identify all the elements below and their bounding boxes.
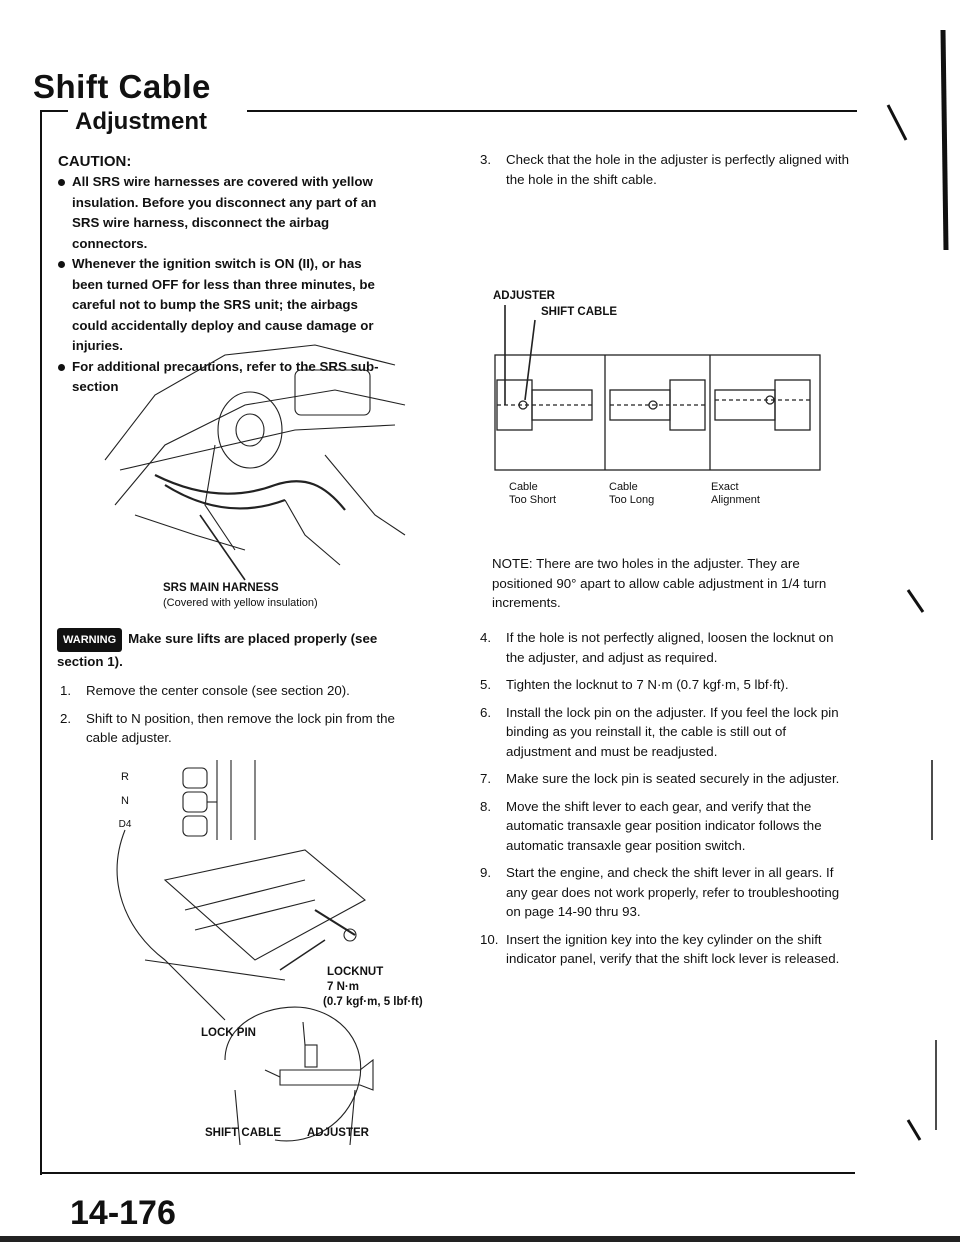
- left-border-rule: [40, 110, 42, 1175]
- step-item: 7. Make sure the lock pin is seated securely in the adjuster.: [480, 771, 840, 786]
- bullet-icon: [58, 364, 65, 371]
- alignment-diagram: [485, 300, 825, 475]
- left-steps-list: [60, 681, 400, 756]
- step-item: 4. If the hole is not perfectly aligned, loosen the locknut on the adjuster, and adjust as required.: [480, 630, 834, 665]
- header-rule: [247, 110, 857, 112]
- locknut-torque: 7 N·m: [327, 981, 359, 993]
- caution-heading: CAUTION:: [58, 153, 132, 170]
- step-item: 2. Shift to N position, then remove the lock pin from the cable adjuster.: [60, 710, 395, 745]
- caution-item: Whenever the ignition switch is ON (II), or has been turned OFF for less than three minutes, be careful not to bump the SRS unit; the airbags could accidentally deploy and cause damage or injuries.: [58, 254, 388, 357]
- caption-exact: Exact Alignment: [711, 481, 760, 506]
- adjuster-label: ADJUSTER: [307, 1127, 369, 1139]
- page-title: Shift Cable: [33, 68, 211, 105]
- locknut-label: LOCKNUT: [327, 966, 384, 978]
- caption-too-short: Cable Too Short: [509, 481, 557, 506]
- scan-margin-marks: [848, 0, 960, 1242]
- adjuster-diagram-label: ADJUSTER: [493, 290, 555, 302]
- caption-too-long: Cable Too Long: [609, 481, 655, 506]
- bullet-icon: [58, 261, 65, 268]
- step-item: 1. Remove the center console (see section 20).: [60, 683, 350, 698]
- step-item: 6. Install the lock pin on the adjuster. If you feel the lock pin binding as you reinstall it, the cable is still out of adjustment and must be readjusted.: [480, 704, 839, 759]
- shifter-illustration: [105, 760, 445, 1160]
- locknut-torque-alt: (0.7 kgf·m, 5 lbf·ft): [323, 996, 423, 1008]
- srs-harness-caption: (Covered with yellow insulation): [163, 597, 318, 609]
- section-subtitle: Adjustment: [75, 108, 207, 135]
- step3-list: [480, 150, 850, 197]
- shift-cable-label: SHIFT CABLE: [205, 1127, 282, 1139]
- page-number: 14-176: [70, 1194, 176, 1232]
- dashboard-illustration: [95, 335, 415, 585]
- shift-cable-diagram-label: SHIFT CABLE: [541, 306, 618, 318]
- gear-r-label: R: [121, 771, 129, 783]
- step-item: 10. Insert the ignition key into the key cylinder on the shift indicator panel, verify that the shift lock lever is released.: [480, 931, 840, 966]
- warning-text: Make sure lifts are placed properly (see section 1).: [57, 631, 378, 669]
- lock-pin-label: LOCK PIN: [201, 1027, 256, 1039]
- caution-item: For additional precautions, refer to the SRS sub-section: [58, 357, 388, 398]
- step-item: 9. Start the engine, and check the shift lever in all gears. If any gear does not work properly, refer to troubleshooting on page 14-90 thru 93.: [480, 865, 840, 919]
- gear-n-label: N: [121, 795, 129, 807]
- step-item: 3. Check that the hole in the adjuster is perfectly aligned with the hole in the shift cable.: [480, 152, 849, 187]
- caution-item: All SRS wire harnesses are covered with yellow insulation. Before you disconnect any part of an SRS wire harness, disconnect the airbag connectors.: [58, 172, 388, 254]
- right-steps-list: [480, 628, 850, 977]
- srs-harness-label: SRS MAIN HARNESS: [163, 582, 279, 594]
- bottom-border-rule: [40, 1172, 855, 1174]
- step-item: 5. Tighten the locknut to 7 N·m (0.7 kgf·m, 5 lbf·ft).: [480, 677, 789, 692]
- step-item: 8. Move the shift lever to each gear, and verify that the automatic transaxle gear position indicator follows the automatic transaxle gear position switch.: [480, 798, 822, 853]
- note-text: NOTE: There are two holes in the adjuster. They are positioned 90° apart to allow cable adjustment in 1/4 turn increments.: [492, 556, 827, 610]
- warning-note: [57, 628, 397, 672]
- bottom-scan-bar: [0, 1236, 960, 1242]
- gear-d4-label: D4: [118, 819, 132, 830]
- header-rule-left: [40, 110, 68, 112]
- bullet-icon: [58, 179, 65, 186]
- warning-badge: WARNING: [57, 628, 122, 652]
